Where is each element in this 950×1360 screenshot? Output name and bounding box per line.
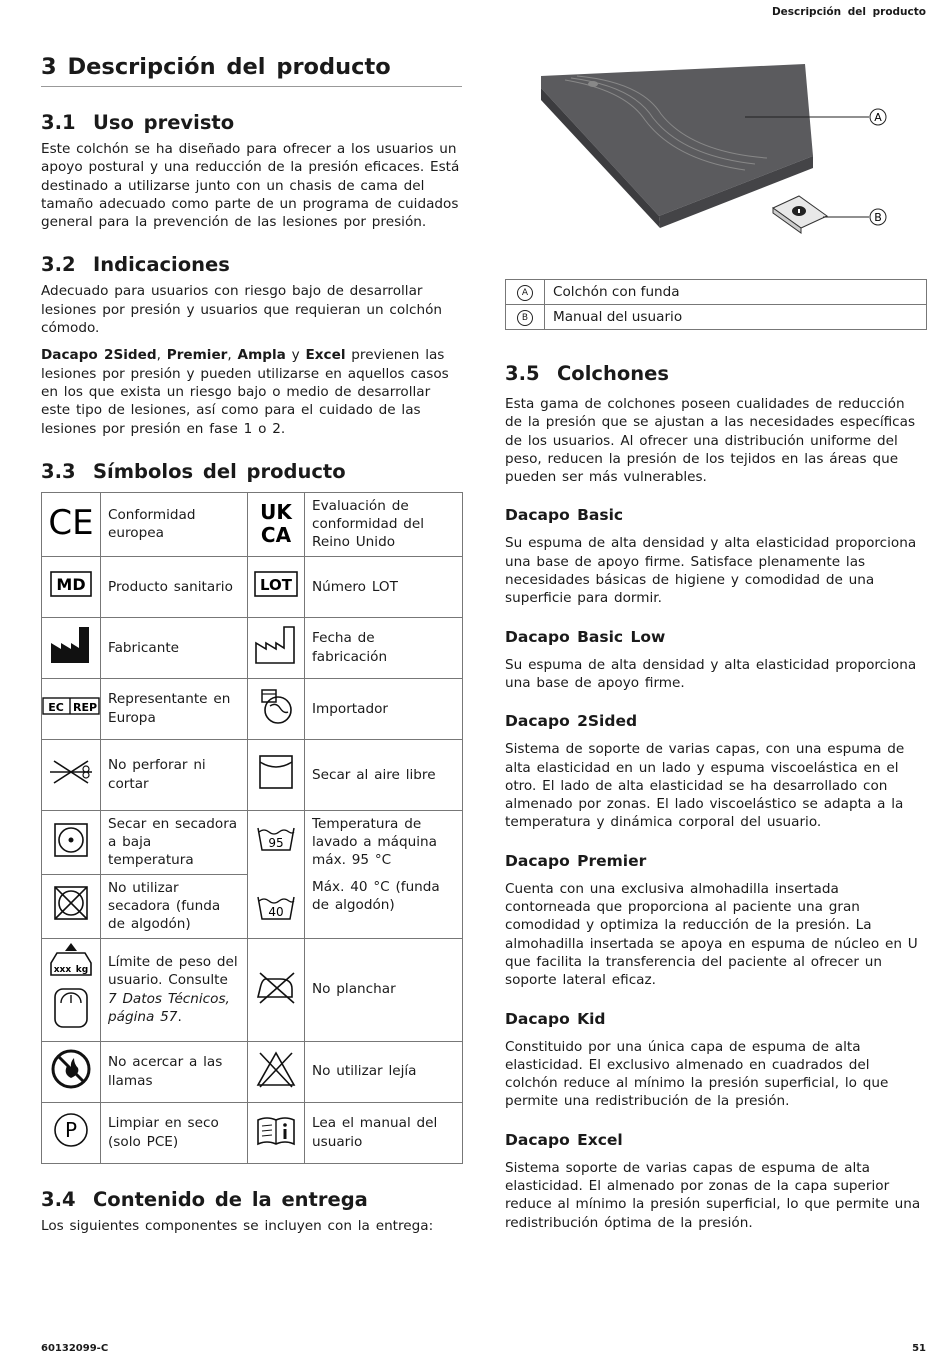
ec-rep-icon [42,678,101,739]
manufacture-date-icon [248,617,305,678]
symbol-row [42,739,463,810]
svg-text:UK: UK [260,499,292,524]
svg-text:xxx kg: xxx kg [53,964,89,975]
wash-40-icon [248,891,304,926]
model-heading: Dacapo Kid [505,1009,606,1028]
mattress-figure [505,60,926,235]
svg-text:CA: CA [260,522,292,545]
wash-temperature-icons [248,810,305,938]
contents-row [506,305,927,330]
ukca-mark-icon [248,492,305,556]
item-letter: B [517,310,533,326]
no-pierce-icon [42,739,101,810]
no-tumble-dry-icon [42,874,101,938]
chapter-title: 3 Descripción del producto [41,54,462,87]
contents-item: Manual del usuario [545,305,927,330]
section-3-2-text-1: Adecuado para usuarios con riesgo bajo de desarrollar lesiones por presión y usuarios que requieran un colchón cómodo. [41,283,443,337]
model-text: Sistema de soporte de varias capas, con una espuma de alta elasticidad en un lado y espuma viscoelástica en el otro. El lado de alta elasticidad se ha desarrollado con almenado por zonas. El lado viscoelástico se adapta a la temperatura y dinámica corporal del usuario. [505,741,905,831]
user-manual-illustration [773,196,827,233]
right-column [505,279,926,1232]
section-3-3-heading: 3.3 Símbolos del producto [41,459,346,483]
wash-labels [305,810,463,938]
symbol-row [42,678,463,739]
symbol-label: Lea el manual del usuario [305,1102,463,1163]
section-3-4-text: Los siguientes componentes se incluyen con la entrega: [41,1217,434,1234]
tumble-dry-low-icon [42,810,101,874]
symbol-row [42,556,463,617]
section-3-4-heading: 3.4 Contenido de la entrega [41,1187,368,1211]
svg-text:40: 40 [268,905,284,920]
svg-text:95: 95 [268,835,284,850]
contents-item: Colchón con funda [545,280,927,305]
svg-text:B: B [874,211,882,224]
symbol-label: Número LOT [305,556,463,617]
svg-text:REP: REP [72,701,98,715]
read-manual-icon [248,1102,305,1163]
symbol-label: Producto sanitario [101,556,248,617]
section-3-1-heading: 3.1 Uso previsto [41,111,235,134]
symbol-row [42,938,463,1041]
symbol-label: Representante en Europa [101,678,248,739]
symbol-row [42,810,463,874]
svg-text:P: P [64,1117,78,1142]
model-heading: Dacapo Premier [505,851,647,870]
lot-icon [248,556,305,617]
line-dry-icon [248,739,305,810]
model-text: Sistema soporte de varias capas de espuma de alta elasticidad. El almenado por zonas de la capa superior reduce al mínimo la presión superficial, lo que permite una redistribución óptima de la presión. [505,1159,921,1231]
symbols-table [41,492,463,1164]
symbol-row [42,1102,463,1163]
section-3-1-text: Este colchón se ha diseñado para ofrecer a los usuarios un apoyo postural y una reducción de la presión eficaces. Está destinado a utilizarse junto con un chasis de cama del tamaño adecuado como parte de un programa de cuidados general para la prevención de las lesiones por presión. [41,141,460,231]
svg-text:MD: MD [56,575,86,595]
symbol-label: No perforar ni cortar [101,739,248,810]
symbol-label: Evaluación de conformidad del Reino Unido [305,492,463,556]
symbol-row [42,492,463,556]
ce-mark-icon [42,492,101,556]
model-text: Constituido por una única capa de espuma de alta elasticidad. El exclusivo almenado en cuadrados del colchón reduce al mínimo la presión superficial, lo que permite una redistribución de la presión. [505,1038,889,1110]
dry-clean-icon [42,1102,101,1163]
symbol-label: Importador [305,678,463,739]
symbol-label: No utilizar secadora (funda de algodón) [101,874,248,938]
model-text: Su espuma de alta densidad y alta elasticidad proporciona una base de apoyo firme. [505,656,917,691]
page-number: 51 [912,1343,926,1354]
medical-device-icon [42,556,101,617]
weight-limit-icon [42,938,101,1041]
model-text: Cuenta con una exclusiva almohadilla insertada contorneada que proporciona al paciente una gran comodidad y optimiza la reducción de la presión. La almohadilla insertada se apoya en espuma de núcleo en U que facilita la transferencia del paciente al ofrecer un soporte lateral eficaz. [505,880,918,989]
symbol-label: Conformidad europea [101,492,248,556]
importer-icon [248,678,305,739]
model-heading: Dacapo Basic [505,506,624,525]
symbol-label: Secar en secadora a baja temperatura [101,810,248,874]
left-column [41,54,462,1235]
symbol-label: No utilizar lejía [305,1041,463,1102]
no-bleach-icon [248,1041,305,1102]
model-heading: Dacapo Excel [505,1130,623,1149]
model-text: Su espuma de alta densidad y alta elasticidad proporciona una base de apoyo firme. Satisface plenamente las necesidades básicas de higiene y comodidad de una superficie para dormir. [505,535,917,607]
symbol-label: No planchar [305,938,463,1041]
svg-text:CE: CE [48,502,94,542]
document-id: 60132099-C [41,1343,109,1354]
symbol-label: Secar al aire libre [305,739,463,810]
symbol-label: Fabricante [101,617,248,678]
svg-text:A: A [874,111,882,124]
symbol-label: Limpiar en seco (solo PCE) [101,1102,248,1163]
svg-text:LOT: LOT [259,576,293,595]
contents-row [506,280,927,305]
section-3-5-heading: 3.5 Colchones [505,362,669,385]
section-3-2-text-2: Dacapo 2Sided, Premier, Ampla y Excel previenen las lesiones por presión y pueden utilizarse en aquellos casos en los que exista un riesgo bajo o medio de desarrollar este tipo de lesiones, así como para el cuidado de las lesiones por presión en fase 1 o 2. [41,347,449,437]
contents-table [505,279,927,330]
model-heading: Dacapo Basic Low [505,627,666,646]
svg-text:EC: EC [48,701,64,715]
wash-95-icon [248,822,304,857]
symbol-row [42,617,463,678]
no-iron-icon [248,938,305,1041]
symbol-label: Temperatura de lavado a máquina máx. 95 °C [312,815,437,869]
symbol-label: Límite de peso del usuario. Consulte 7 Datos Técnicos, página 57. [101,938,248,1041]
section-3-2-heading: 3.2 Indicaciones [41,253,230,277]
section-3-5-text: Esta gama de colchones poseen cualidades de reducción de la presión que se ajustan a las necesidades específicas de los usuarios. Al ofrecer una distribución uniforme del peso, reducen la presión de los tejidos en las áreas que pueden ser más vulnerables. [505,396,916,486]
item-letter: A [517,285,533,301]
symbol-label: Fecha de fabricación [305,617,463,678]
mattress-illustration [541,64,813,228]
symbol-label: No acercar a las llamas [101,1041,248,1102]
symbol-row [42,1041,463,1102]
no-flame-icon [42,1041,101,1102]
manufacturer-icon [42,617,101,678]
symbol-label: Máx. 40 °C (funda de algodón) [312,878,440,913]
running-header: Descripción del producto [771,6,926,18]
model-heading: Dacapo 2Sided [505,712,638,731]
